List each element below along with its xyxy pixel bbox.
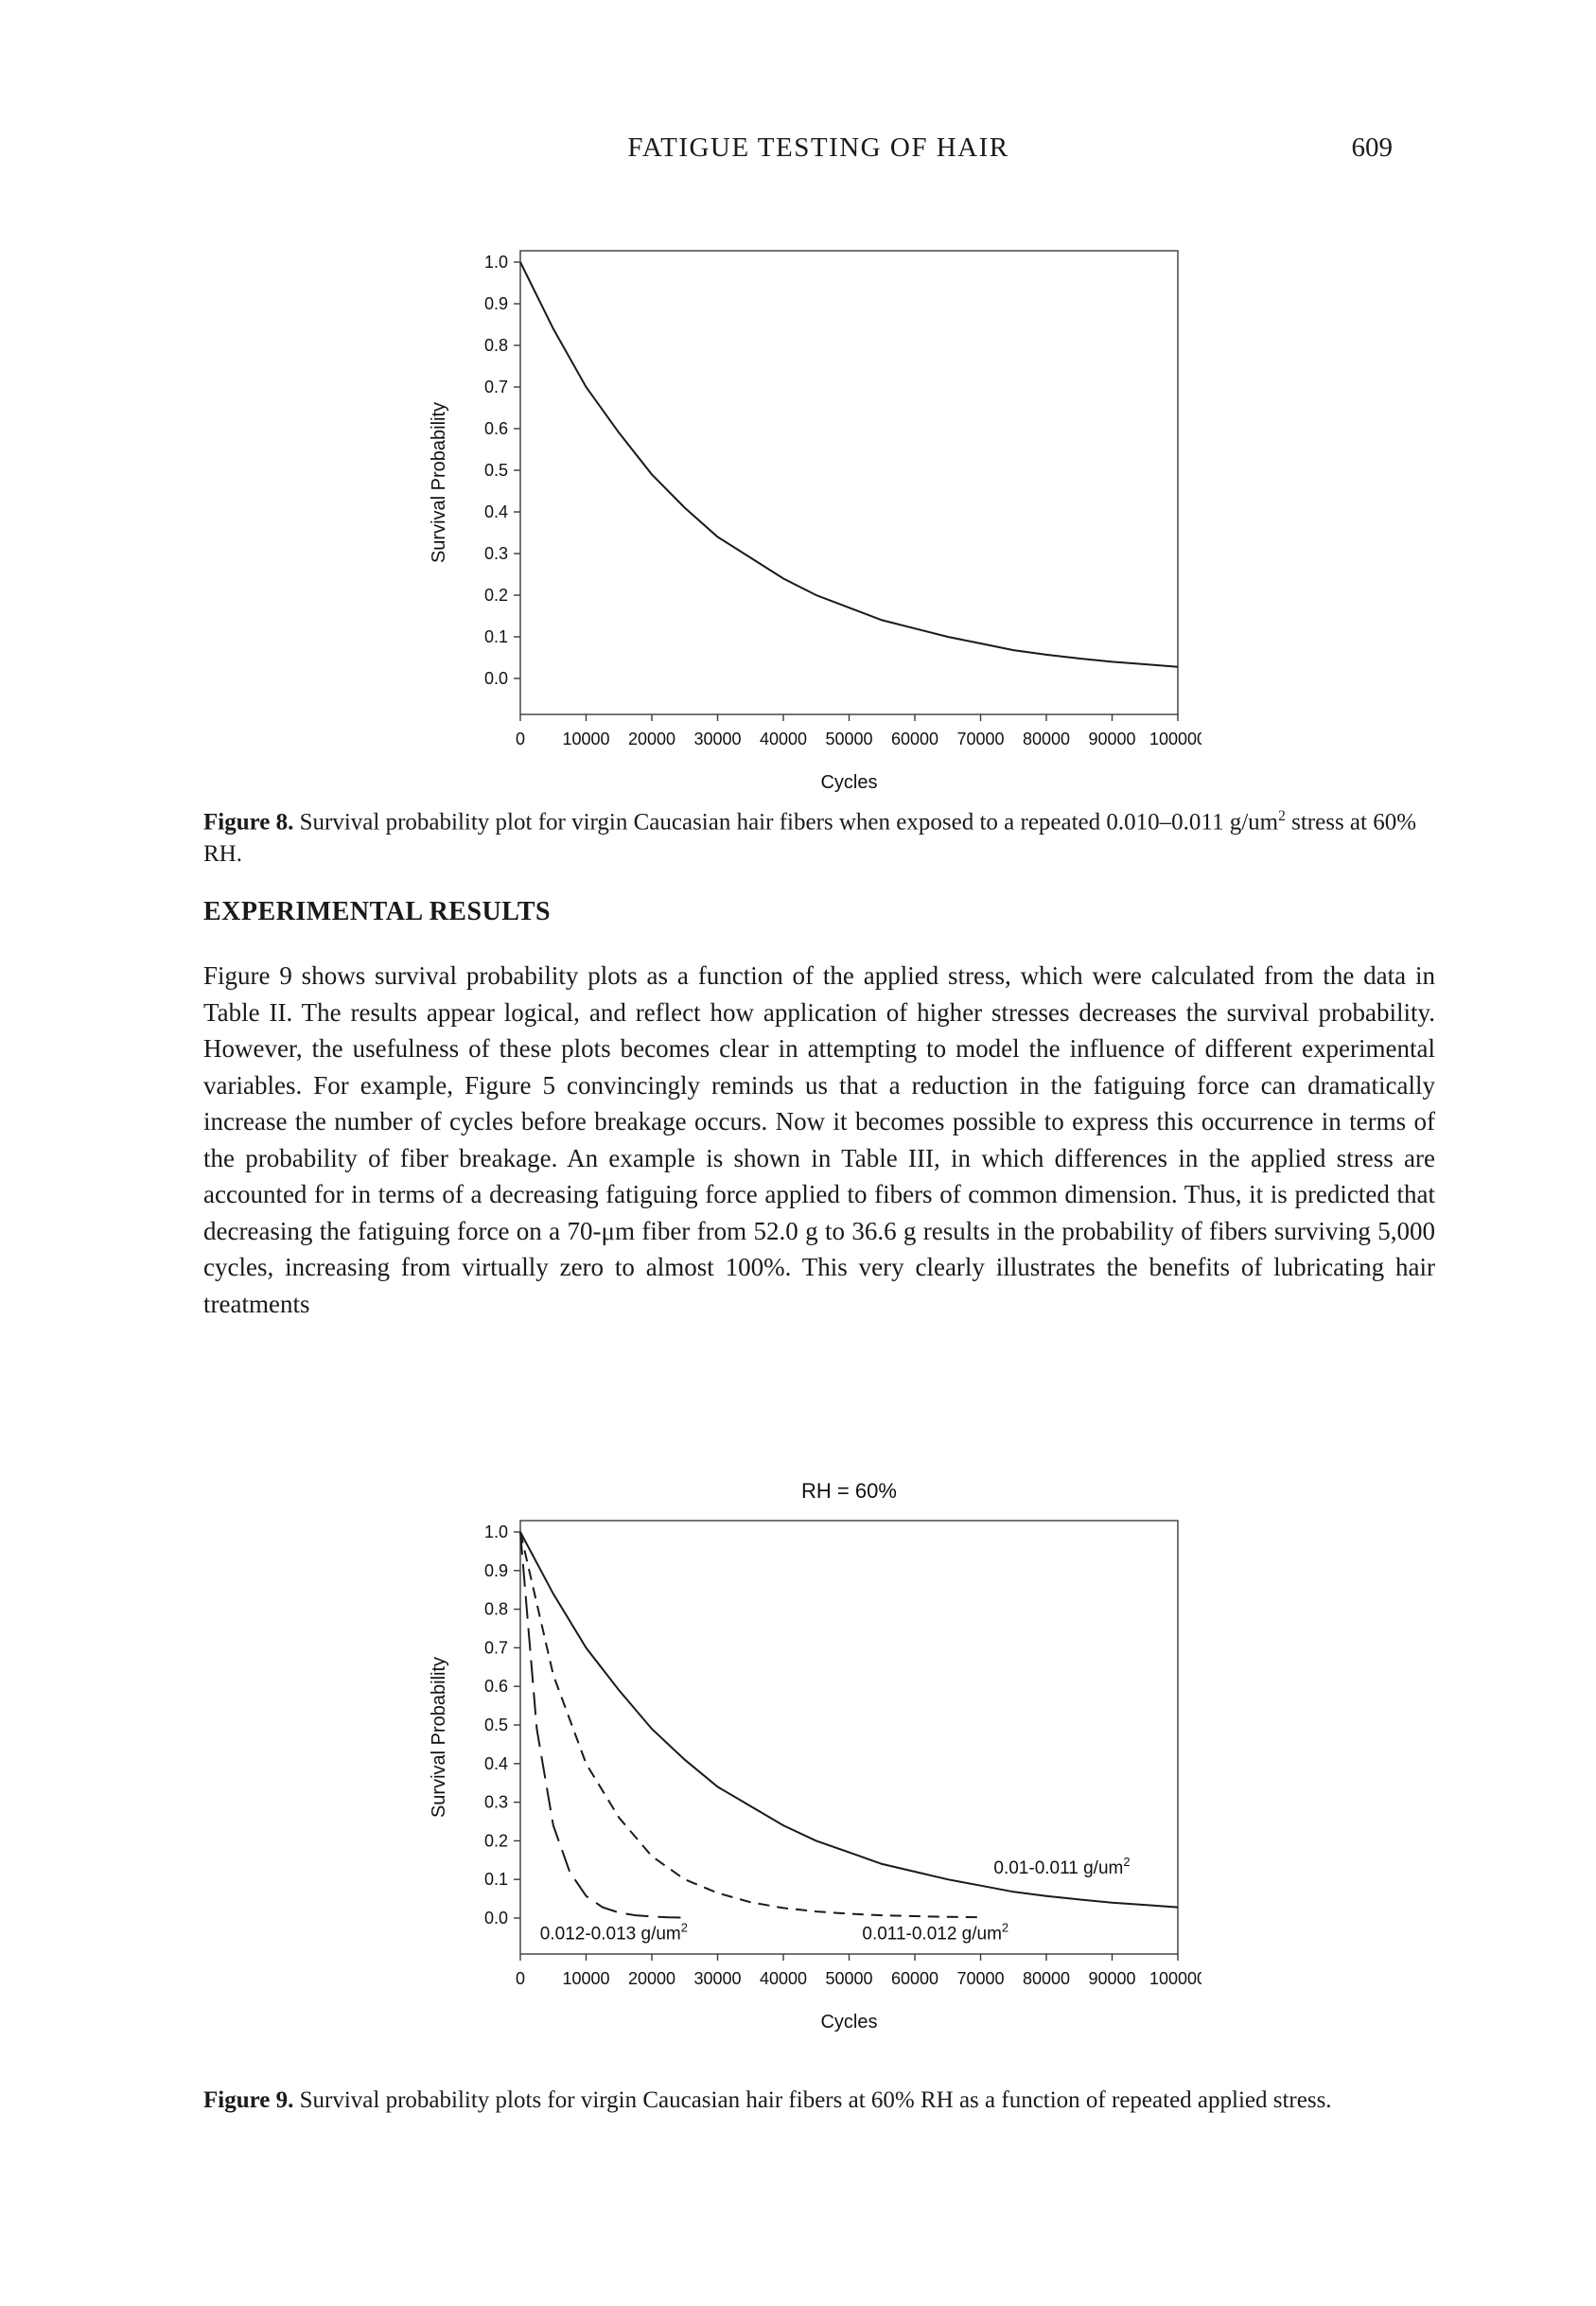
- y-tick-label: 0.4: [483, 1753, 508, 1773]
- y-tick-label: 0.5: [483, 1716, 508, 1734]
- y-tick-label: 0.3: [483, 1792, 508, 1812]
- y-tick-label: 0.3: [483, 544, 508, 563]
- body-paragraph: Figure 9 shows survival probability plots as a function of the applied stress, which were calculated from the data in Table II. The results appear logical, and reflect how application of higher stresses decreases the survival probability. However, the usefulness of these plots becomes clear in attempting to model the influence of different experimental variables. For example, Figure 5 convincingly reminds us that a reduction in the fatiguing force can dramatically increase the number of cycles before breakage occurs. Now it becomes possible to express this occurrence in terms of the probability of fiber breakage. An example is shown in Table III, in which differences in the applied stress are accounted for in terms of a decreasing fatiguing force applied to fibers of common dimension. Thus, it is predicted that decreasing the fatiguing force on a 70-μm fiber from 52.0 g to 36.6 g results in the probability of fibers surviving 5,000 cycles, increasing from virtually zero to almost 100%. This very clearly illustrates the benefits of lubricating hair treatments: [203, 961, 1435, 1318]
- figure9-caption-label: Figure 9.: [203, 2087, 294, 2113]
- y-tick-label: 0.6: [483, 419, 508, 438]
- x-tick-label: 20000: [627, 730, 676, 748]
- x-tick-label: 10000: [562, 730, 610, 748]
- page-number: 609: [1351, 132, 1393, 163]
- x-tick-label: 20000: [627, 1969, 676, 1988]
- series-curve: [520, 1532, 685, 1918]
- y-tick-label: 0.7: [483, 378, 508, 396]
- curve-annotation: 0.012-0.013 $g/um^2$: [539, 1920, 688, 1945]
- x-tick-label: 80000: [1022, 1969, 1071, 1988]
- y-tick-label: 0.8: [483, 1599, 508, 1619]
- y-tick-label: 0.0: [483, 1909, 508, 1928]
- figure9-svg: [407, 1462, 1201, 2068]
- y-axis-label: Survival Probability: [429, 401, 449, 564]
- figure8-caption-text: Survival probability plot for virgin Caucasian hair fibers when exposed to a repeated 0.010–0.011 g/um: [293, 809, 1279, 836]
- x-tick-label: 40000: [759, 730, 808, 748]
- y-tick-label: 0.2: [483, 586, 508, 605]
- x-axis-label: Cycles: [820, 2012, 878, 2033]
- x-tick-label: 50000: [825, 1969, 873, 1988]
- x-tick-label: 100000: [1149, 1969, 1201, 1988]
- y-tick-label: 0.2: [483, 1831, 508, 1851]
- y-tick-label: 1.0: [483, 1523, 508, 1541]
- x-tick-label: 100000: [1149, 730, 1201, 748]
- x-tick-label: 90000: [1088, 1969, 1136, 1988]
- x-tick-label: 90000: [1088, 730, 1136, 748]
- plot-border: [520, 1521, 1178, 1954]
- x-tick-label: 70000: [956, 730, 1005, 748]
- x-tick-label: 40000: [759, 1969, 808, 1988]
- running-head: FATIGUE TESTING OF HAIR: [627, 132, 1009, 163]
- y-tick-label: 0.6: [483, 1677, 508, 1697]
- plot-border: [520, 251, 1178, 714]
- figure9-survival-chart: [407, 1462, 1201, 2072]
- x-tick-label: 50000: [825, 730, 873, 748]
- figure8-svg: [407, 222, 1201, 828]
- y-tick-label: 0.1: [483, 627, 508, 646]
- x-tick-label: 60000: [890, 1969, 939, 1988]
- y-tick-label: 0.7: [483, 1638, 508, 1658]
- curve-annotation: 0.011-0.012 $g/um^2$: [862, 1920, 1009, 1945]
- y-tick-label: 1.0: [483, 253, 508, 272]
- section-heading: EXPERIMENTAL RESULTS: [203, 897, 552, 926]
- chart-title: RH = 60%: [801, 1479, 897, 1503]
- x-tick-label: 70000: [956, 1969, 1005, 1988]
- series-curve: [520, 1532, 981, 1917]
- y-tick-label: 0.9: [483, 294, 508, 313]
- y-tick-label: 0.4: [483, 502, 508, 521]
- series-curve: [520, 1532, 1178, 1908]
- y-tick-label: 0.5: [483, 461, 508, 480]
- x-tick-label: 0: [515, 730, 526, 748]
- figure8-caption-label: Figure 8.: [203, 809, 294, 836]
- x-tick-label: 10000: [562, 1969, 610, 1988]
- series-curve: [520, 262, 1178, 667]
- figure9-caption: [203, 2085, 1435, 2117]
- y-tick-label: 0.9: [483, 1560, 508, 1580]
- figure8-caption-superscript: 2: [1278, 808, 1286, 824]
- y-axis-label: Survival Probability: [429, 1656, 449, 1819]
- y-tick-label: 0.0: [483, 669, 508, 688]
- figure8-caption-text-end: stress at 60% RH.: [203, 809, 1417, 868]
- x-tick-label: 30000: [693, 730, 742, 748]
- x-axis-label: Cycles: [820, 772, 878, 793]
- figure8-caption: [203, 801, 1435, 871]
- x-tick-label: 60000: [890, 730, 939, 748]
- figure8-survival-chart: [407, 222, 1201, 833]
- y-tick-label: 0.8: [483, 336, 508, 355]
- figure9-caption-text: Survival probability plots for virgin Caucasian hair fibers at 60% RH as a function of repeated applied stress.: [293, 2087, 1332, 2113]
- curve-annotation: 0.01-0.011 $g/um^2$: [993, 1855, 1131, 1879]
- y-tick-label: 0.1: [483, 1870, 508, 1890]
- x-tick-label: 80000: [1022, 730, 1071, 748]
- x-tick-label: 30000: [693, 1969, 742, 1988]
- x-tick-label: 0: [515, 1969, 526, 1988]
